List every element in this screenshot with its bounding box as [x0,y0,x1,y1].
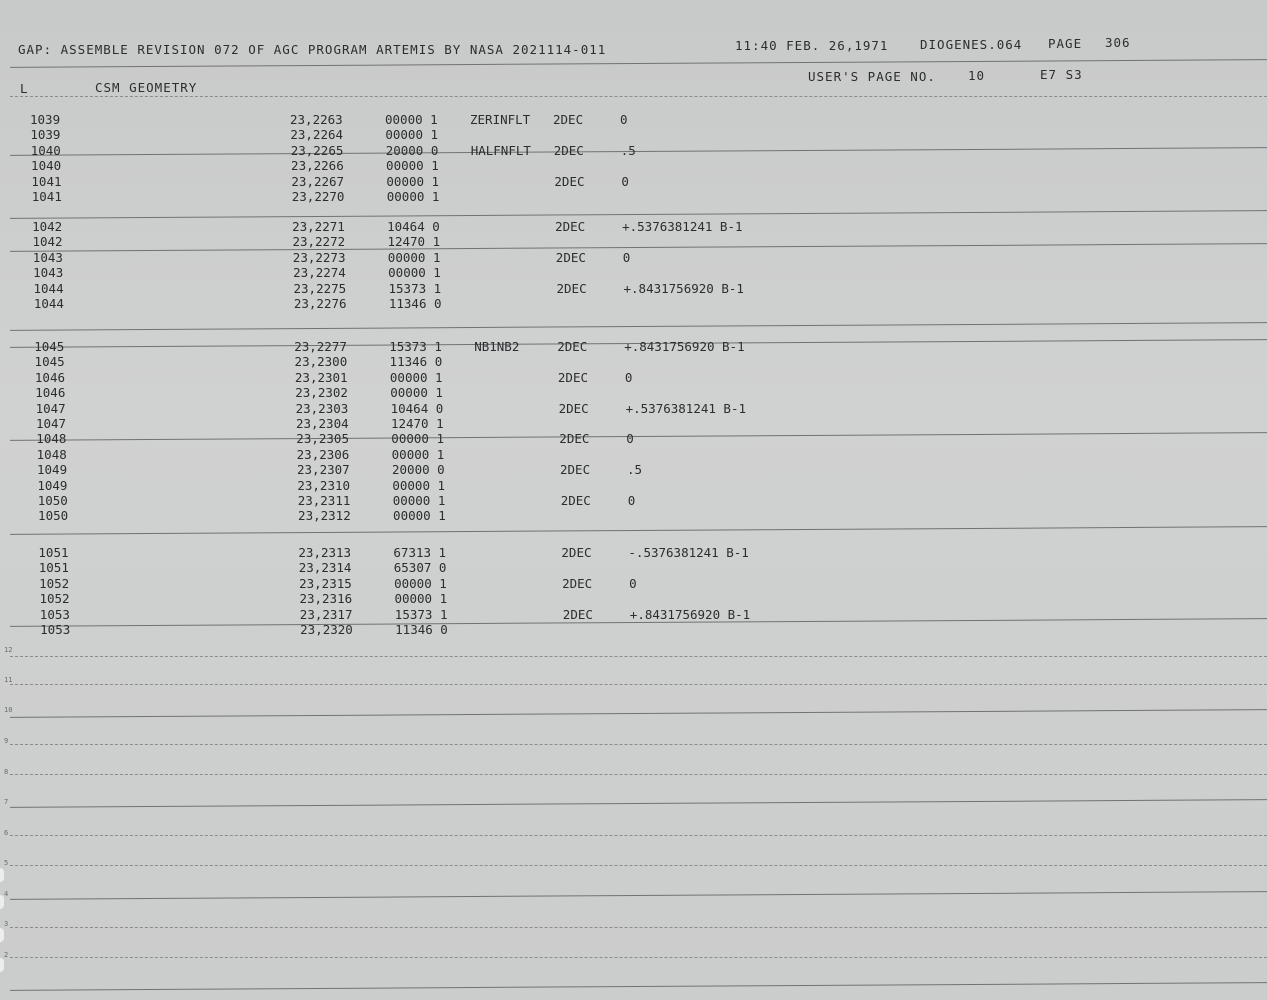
octal-value: 11346 0 [388,296,442,311]
listing-row [33,250,853,265]
octal-value: 65307 0 [393,560,447,576]
section-title: CSM GEOMETRY [95,80,198,95]
page-number: 306 [1105,35,1131,50]
line-number: 1046 [35,385,66,401]
tape-name: DIOGENES.064 [920,37,1023,52]
margin-number: 9 [4,737,9,745]
users-page-label: USER'S PAGE NO. [808,69,936,84]
operand: .5 [627,462,643,478]
margin-number: 3 [4,920,9,928]
operand: +.5376381241 B-1 [622,219,743,234]
line-number: 1049 [37,462,68,478]
ruled-line [10,709,1267,718]
address: 23,2272 [292,234,346,250]
line-number: 1048 [36,446,67,462]
address: 23,2264 [290,127,344,143]
operand: 0 [629,575,637,591]
octal-value: 20000 0 [392,462,445,478]
margin-number: 8 [4,768,9,776]
listing-row [36,431,856,446]
tractor-feed-hole [0,868,4,882]
address: 23,2303 [295,400,349,416]
line-number: 1047 [35,416,67,431]
line-number: 1041 [31,189,62,204]
listing-row [36,416,856,431]
address: 23,2317 [299,606,353,622]
line-number: 1050 [38,508,69,524]
ruled-line [10,526,1267,535]
address: 23,2277 [294,339,347,354]
opcode: 2DEC [560,462,591,478]
listing-row [37,462,857,477]
octal-value: 00000 1 [386,158,439,174]
octal-value: 00000 1 [394,575,447,591]
octal-value: 12470 1 [387,234,441,250]
line-number: 1041 [31,173,62,189]
tractor-feed-hole [0,895,4,909]
address: 23,2273 [292,249,346,265]
listing-row [39,576,859,591]
opcode: 2DEC [555,249,586,265]
listing-row [40,622,860,637]
opcode: 2DEC [558,400,589,416]
listing-row [39,560,859,575]
address: 23,2302 [295,385,348,401]
operand: 0 [626,431,634,447]
line-number: 1045 [34,339,65,354]
address: 23,2304 [295,416,349,431]
ruled-line [10,891,1267,900]
line-number: 1052 [39,591,70,607]
operand: +.8431756920 B-1 [623,280,744,296]
octal-value: 11346 0 [389,354,443,370]
line-number: 1046 [34,369,65,385]
operand: 0 [622,249,631,265]
address: 23,2267 [291,173,345,189]
octal-value: 10464 0 [390,400,444,416]
ruled-line [10,774,1267,775]
line-number: 1047 [35,400,66,416]
octal-value: 00000 1 [393,508,446,524]
address: 23,2306 [296,446,350,462]
address: 23,2305 [296,431,349,447]
octal-value: 00000 1 [385,127,439,143]
operand: -.5376381241 B-1 [628,545,749,560]
page-label: PAGE [1048,36,1083,51]
octal-value: 12470 1 [390,416,444,431]
opcode: 2DEC [555,219,586,234]
listing-row [39,591,859,606]
address: 23,2307 [297,462,350,478]
tractor-feed-hole [0,928,4,942]
address: 23,2314 [298,560,352,576]
address: 23,2313 [298,545,352,560]
address: 23,2265 [290,142,344,158]
listing-row [30,127,850,142]
listing-row [32,234,852,249]
line-number: 1048 [36,431,67,447]
listing-row [35,354,855,369]
ruled-line [10,96,1267,97]
line-number: 1039 [30,112,61,127]
ruled-line [10,744,1267,745]
ruled-line [10,684,1267,685]
ruled-line [10,322,1267,331]
opcode: 2DEC [553,112,584,127]
listing-row [40,607,860,622]
address: 23,2276 [293,296,347,311]
octal-value: 00000 1 [387,249,441,265]
octal-value: 20000 0 [385,142,439,158]
octal-value: 10464 0 [387,219,440,234]
octal-value: 00000 1 [386,189,440,204]
margin-number: 5 [4,859,9,867]
address: 23,2275 [293,280,347,296]
address: 23,2270 [291,189,345,204]
line-number: 1043 [32,249,63,265]
line-number: 1051 [38,545,69,560]
margin-number: 2 [4,951,9,959]
margin-number: 7 [4,798,9,806]
line-number: 1040 [31,158,62,174]
opcode: 2DEC [562,606,593,622]
margin-number: 12 [4,646,13,654]
margin-number: 10 [4,706,13,714]
listing-row [31,143,851,158]
listing-row [37,478,857,493]
operand: 0 [620,112,628,127]
address: 23,2316 [299,591,353,607]
line-number: 1052 [39,575,70,591]
opcode: 2DEC [560,493,591,508]
listing-row [34,296,854,311]
opcode: 2DEC [557,369,588,385]
listing-row [31,174,851,189]
address: 23,2266 [291,158,344,174]
line-number: 1045 [34,354,65,370]
line-number: 1051 [38,560,69,576]
octal-value: 11346 0 [395,622,448,637]
address: 23,2301 [294,369,348,385]
address: 23,2315 [299,575,352,591]
opcode: 2DEC [554,173,585,189]
address: 23,2310 [297,477,351,493]
ruled-line [10,957,1267,958]
opcode: 2DEC [557,339,588,354]
operand: 0 [624,369,633,385]
listing-row [30,112,850,127]
symbol-label: HALFNFLT [470,142,531,158]
operand: .5 [620,142,636,158]
octal-value: 00000 1 [389,369,443,385]
octal-value: 67313 1 [393,545,447,560]
operand: 0 [627,493,636,508]
octal-value: 00000 1 [394,591,448,607]
ruled-line [10,982,1267,991]
line-number: 1053 [40,622,71,637]
listing-row [31,158,851,173]
line-number: 1042 [32,234,63,250]
listing-row [38,545,858,560]
opcode: 2DEC [553,142,584,158]
listing-row [32,219,852,234]
line-number: 1044 [33,280,64,296]
octal-value: 00000 1 [388,265,441,281]
ruled-line [10,835,1267,836]
address: 23,2274 [293,265,346,281]
line-number: 1039 [30,127,61,143]
operand: 0 [621,173,629,189]
opcode: 2DEC [561,545,592,560]
octal-value: 15373 1 [394,606,448,622]
octal-value: 00000 1 [392,477,446,493]
ruled-line [10,656,1267,657]
operand: +.5376381241 B-1 [625,400,747,416]
listing-row [33,265,853,280]
line-number: 1042 [32,219,63,234]
ruled-line [10,927,1267,928]
listing-row [38,508,858,523]
line-number: 1043 [33,265,64,281]
operand: +.8431756920 B-1 [629,606,751,622]
line-number: 1049 [37,477,68,493]
address: 23,2320 [300,622,353,637]
tractor-feed-hole [0,958,4,972]
address: 23,2312 [298,508,351,524]
listing-row [37,447,857,462]
symbol-label: ZERINFLT [470,112,531,127]
octal-value: 00000 1 [386,173,440,189]
symbol-label: NB1NB2 [474,339,520,354]
octal-value: 15373 1 [389,339,442,354]
listing-row [35,370,855,385]
line-number: 1044 [33,296,64,311]
line-number: 1053 [39,606,70,622]
margin-number: 4 [4,890,9,898]
opcode: 2DEC [556,280,587,296]
octal-value: 00000 1 [391,446,445,462]
ruled-line [10,865,1267,866]
octal-value: 15373 1 [388,280,442,296]
ruled-line [10,799,1267,808]
octal-value: 00000 1 [390,385,443,401]
margin-number: 11 [4,676,13,684]
octal-value: 00000 1 [392,493,446,508]
address: 23,2263 [290,112,343,127]
opcode: 2DEC [559,431,590,447]
listing-row [34,281,854,296]
address: 23,2311 [297,493,351,508]
opcode: 2DEC [562,575,593,591]
address: 23,2271 [292,219,345,234]
listing-title: GAP: ASSEMBLE REVISION 072 OF AGC PROGRAM ARTEMIS BY NASA 2021114-011 [18,42,607,57]
ruled-line [10,210,1267,219]
listing-row [34,339,854,354]
column-l-marker: L [20,81,29,96]
operand: +.8431756920 B-1 [624,339,745,354]
line-number: 1050 [37,493,68,508]
listing-row [36,401,856,416]
margin-number: 6 [4,829,9,837]
users-page-number: 10 [968,68,986,83]
listing-row [38,493,858,508]
address: 23,2300 [294,354,348,370]
timestamp: 11:40 FEB. 26,1971 [735,38,889,53]
octal-value: 00000 1 [385,112,438,127]
section-code: E7 S3 [1040,67,1083,82]
listing-row [32,189,852,204]
listing-row [35,385,855,400]
octal-value: 00000 1 [391,431,444,447]
line-number: 1040 [30,142,61,158]
